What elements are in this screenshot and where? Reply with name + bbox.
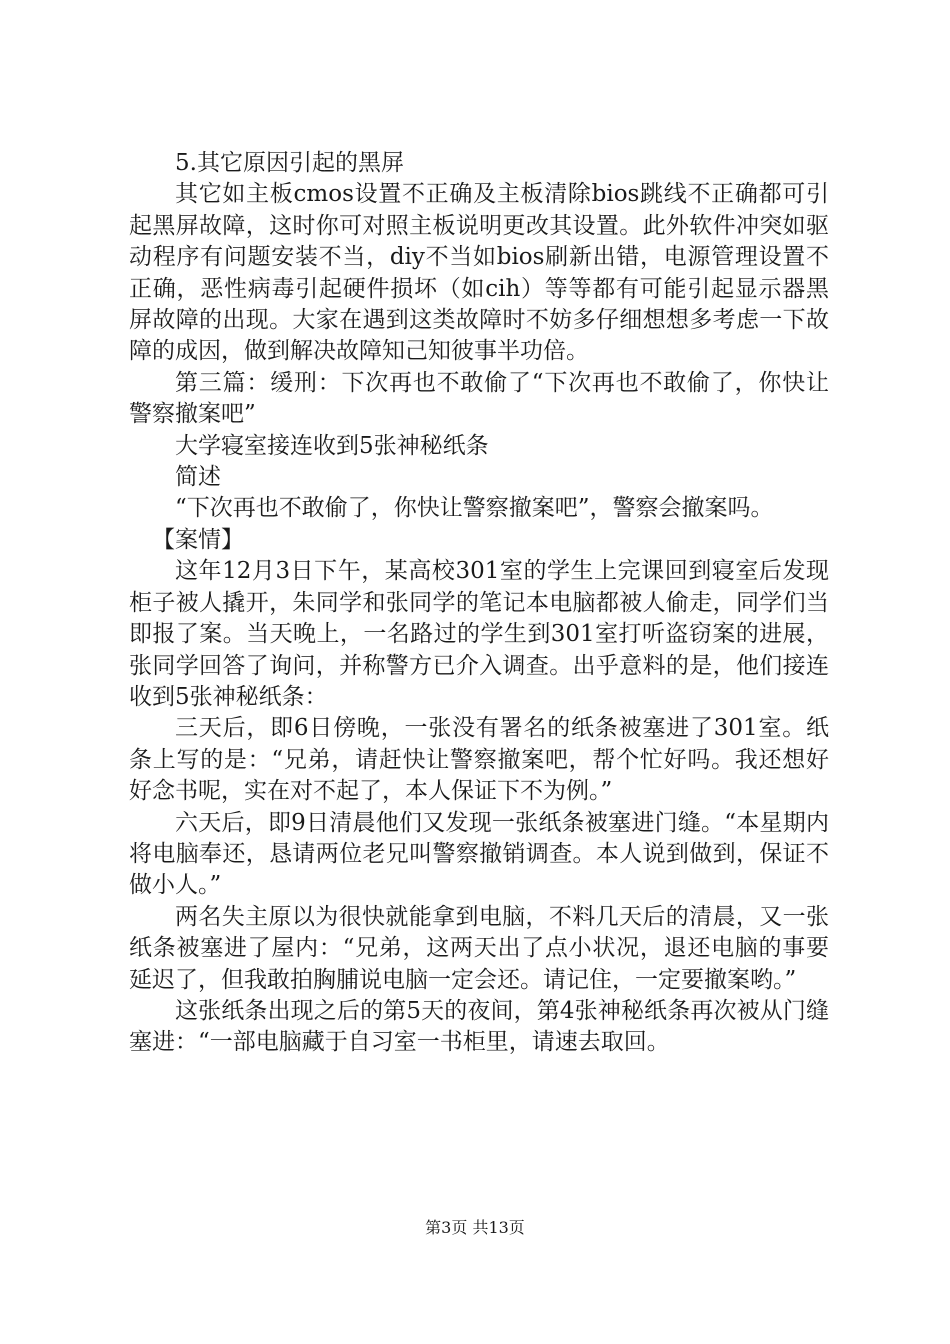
paragraph: 这年12月3日下午，某高校301室的学生上完课回到寝室后发现柜子被人撬开，朱同学和张同学的笔记本电脑都被人偷走，同学们当即报了案。当天晚上，一名路过的学生到301室打听盗窃案的进展，张同学回答了询问，并称警方已介入调查。出乎意料的是，他们接连收到5张神秘纸条： [129, 558, 829, 710]
chapter-title: 第三篇：缓刑：下次再也不敢偷了“下次再也不敢偷了，你快让警察撤案吧” [129, 369, 829, 428]
subheading-case: 【案情】 [152, 526, 244, 553]
document-body [129, 148, 829, 1059]
article-title: 大学寝室接连收到5张神秘纸条 [175, 432, 489, 459]
subheading-summary: 简述 [175, 464, 221, 491]
paragraph: “下次再也不敢偷了，你快让警察撤案吧”，警察会撤案吗。 [175, 495, 774, 522]
paragraph: 其它如主板cmos设置不正确及主板清除bios跳线不正确都可引起黑屏故障，这时你可对照主板说明更改其设置。此外软件冲突如驱动程序有问题安装不当，diy不当如bios刷新出错，电源管理设置不正确，恶性病毒引起硬件损坏（如cih）等等都有可能引起显示器黑屏故障的出现。大家在遇到这类故障时不妨多仔细想想多考虑一下故障的成因，做到解决故障知己知彼事半功倍。 [129, 181, 829, 365]
paragraph: 六天后，即9日清晨他们又发现一张纸条被塞进门缝。“本星期内将电脑奉还，恳请两位老兄叫警察撤销调查。本人说到做到，保证不做小人。” [129, 809, 829, 899]
page-number-footer: 第3页 共13页 [425, 1218, 525, 1237]
section-heading: 5.其它原因引起的黑屏 [175, 150, 404, 176]
paragraph: 这张纸条出现之后的第5天的夜间，第4张神秘纸条再次被从门缝塞进：“一部电脑藏于自习室一书柜里，请速去取回。 [129, 997, 829, 1056]
paragraph: 两名失主原以为很快就能拿到电脑，不料几天后的清晨，又一张纸条被塞进了屋内：“兄弟，这两天出了点小状况，退还电脑的事要延迟了，但我敢拍胸脯说电脑一定会还。请记住，一定要撤案哟。” [129, 903, 829, 993]
paragraph: 三天后，即6日傍晚，一张没有署名的纸条被塞进了301室。纸条上写的是：“兄弟，请赶快让警察撤案吧，帮个忙好吗。我还想好好念书呢，实在对不起了，本人保证下不为例。” [129, 715, 829, 805]
